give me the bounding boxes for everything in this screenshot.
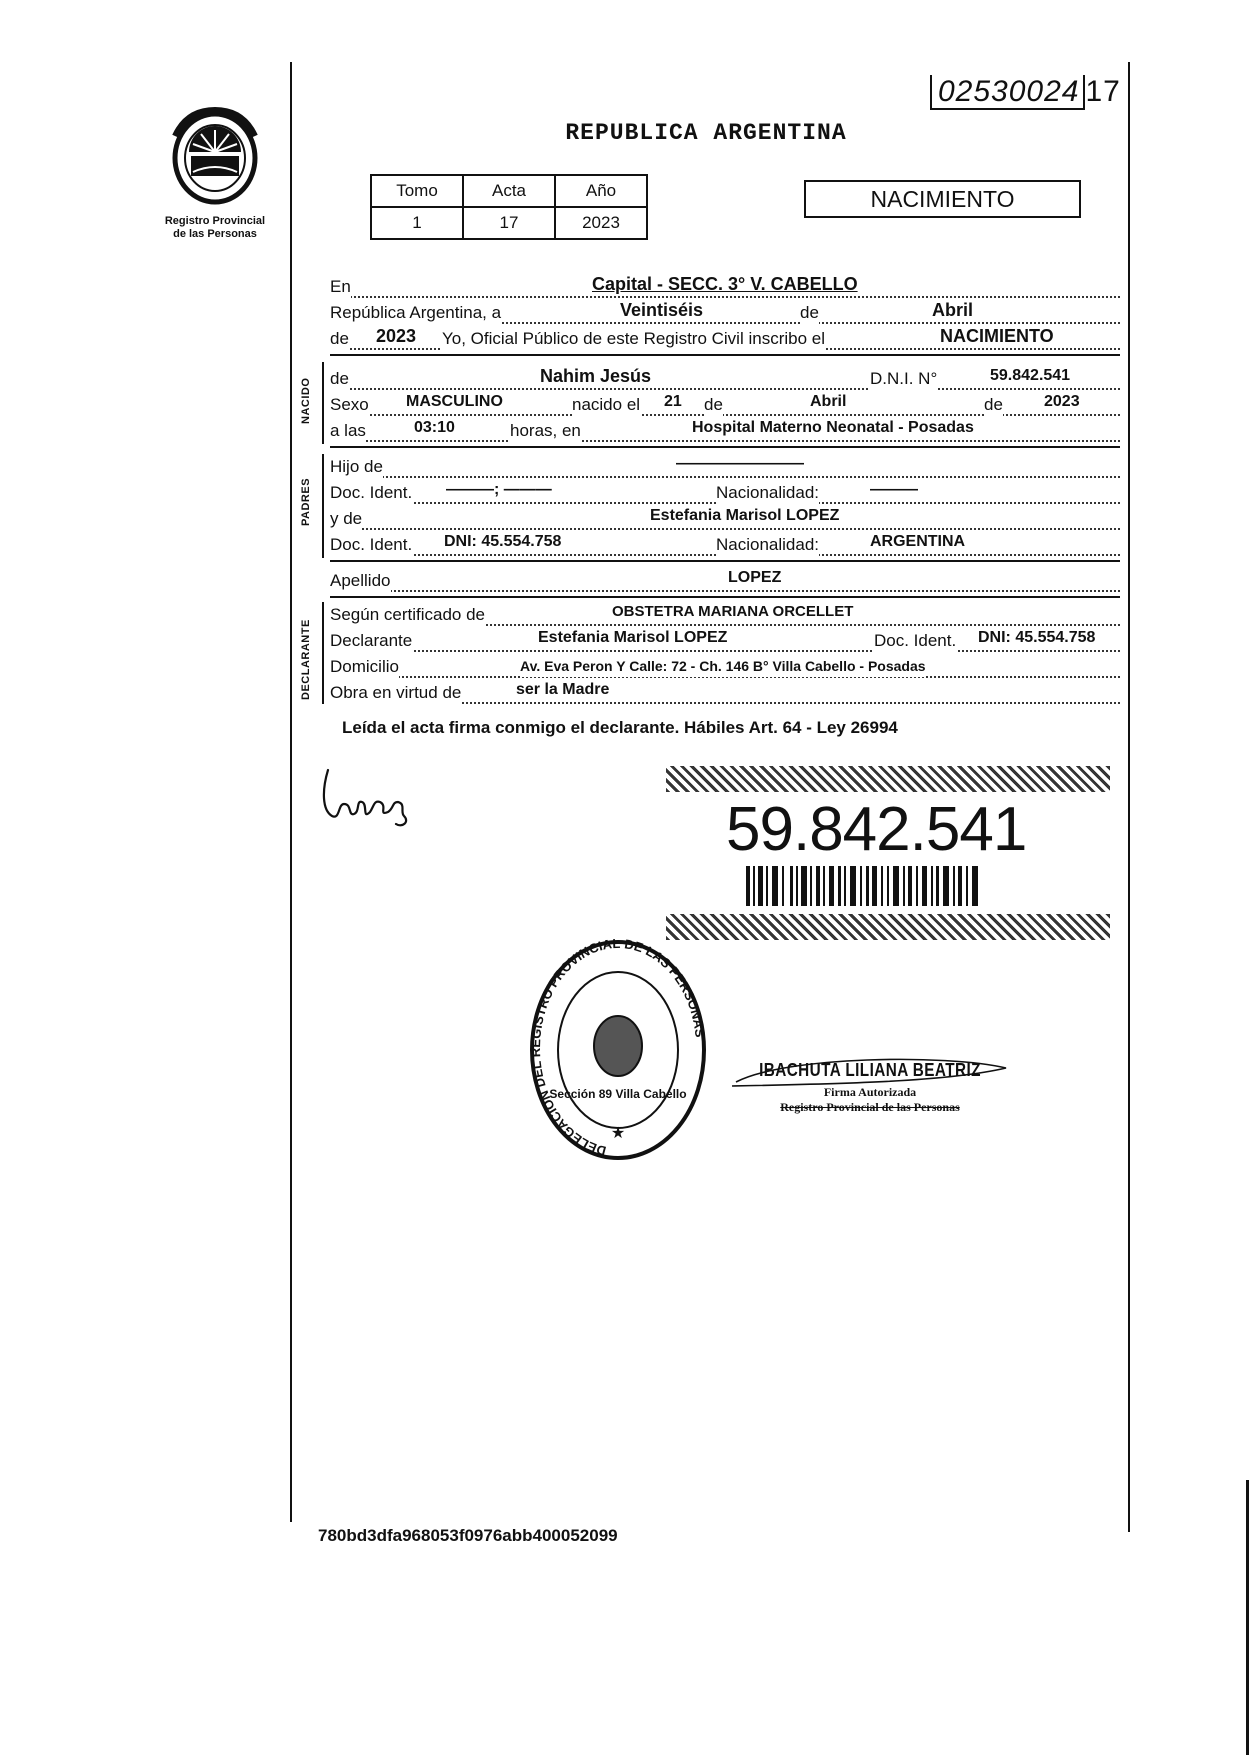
label-de: de (800, 303, 819, 322)
label-en: En (330, 277, 351, 296)
section-label-padres: PADRES (300, 477, 312, 526)
label-de-2: de (704, 395, 723, 414)
record-value-acta: 17 (463, 207, 555, 239)
row-domicilio (330, 656, 1120, 680)
record-header-anio: Año (555, 175, 647, 207)
label-certificado: Según certificado de (330, 605, 485, 624)
label-a-las: a las (330, 421, 366, 440)
label-sexo: Sexo (330, 395, 369, 414)
value-dia: Veintiséis (620, 300, 704, 320)
record-header-tomo: Tomo (371, 175, 463, 207)
legal-note: Leída el acta firma conmigo el declarante. Hábiles Art. 64 - Ley 26994 (342, 718, 898, 737)
row-obra (330, 682, 1120, 706)
section-separator (330, 560, 1120, 562)
value-obra: ser la Madre (516, 679, 609, 701)
row-declarante (330, 630, 1120, 654)
official-org: Registro Provincial de las Personas (780, 1100, 960, 1114)
value-apellido: LOPEZ (728, 567, 781, 589)
value-anio: 2023 (376, 326, 417, 346)
security-pattern-top (666, 766, 1110, 792)
id-number-block (666, 766, 1110, 946)
label-republica: República Argentina, a (330, 303, 502, 322)
row-anio (330, 328, 1120, 352)
value-anio-nac: 2023 (1044, 391, 1080, 413)
row-sexo (330, 394, 1120, 418)
value-madre-nombre: Estefania Marisol LOPEZ (650, 505, 839, 527)
row-hora (330, 420, 1120, 444)
value-madre-nac: ARGENTINA (870, 531, 965, 553)
registry-number-suffix: 17 (1085, 75, 1121, 108)
label-inscribo: Yo, Oficial Público de este Registro Civil inscribo el (442, 329, 825, 348)
value-dni: 59.842.541 (990, 365, 1070, 387)
label-declarante: Declarante (330, 631, 413, 650)
value-madre-doc: DNI: 45.554.758 (444, 531, 561, 553)
label-dni: D.N.I. N° (870, 369, 938, 388)
label-doc-ident-2: Doc. Ident. (330, 535, 413, 554)
row-padre-doc (330, 482, 1120, 506)
value-declarante: Estefania Marisol LOPEZ (538, 627, 727, 649)
official-role: Firma Autorizada (823, 1085, 917, 1099)
record-value-anio: 2023 (555, 207, 647, 239)
value-sexo: MASCULINO (406, 391, 503, 413)
label-nacionalidad-2: Nacionalidad: (716, 535, 820, 554)
label-hijo-de: Hijo de (330, 457, 383, 476)
official-signature (730, 1060, 1010, 1115)
right-margin-line (1128, 62, 1130, 1532)
seal-caption (150, 215, 280, 241)
label-de-nombre: de (330, 369, 349, 388)
seal-caption-line1: Registro Provincial (164, 215, 266, 227)
value-lugar-nac: Hospital Materno Neonatal - Posadas (692, 417, 974, 439)
label-horas-en: horas, en (510, 421, 581, 440)
row-lugar (330, 276, 1120, 300)
value-certificado: OBSTETRA MARIANA ORCELLET (612, 601, 853, 623)
row-hijo-de (330, 456, 1120, 480)
left-margin-line (290, 62, 292, 1522)
barcode (746, 866, 986, 906)
stamp-inner-text: Sección 89 Villa Cabello (549, 1087, 687, 1101)
label-apellido: Apellido (330, 571, 391, 590)
declarante-bracket (322, 602, 324, 704)
document-type-box: NACIMIENTO (804, 180, 1081, 218)
row-madre-doc (330, 534, 1120, 558)
document-title: REPUBLICA ARGENTINA (565, 120, 847, 146)
row-certificado (330, 604, 1120, 628)
registry-number (930, 76, 1121, 108)
value-nombre: Nahim Jesús (540, 366, 652, 386)
label-de-anio: de (330, 329, 349, 348)
value-padre-doc: ———; ——— (446, 479, 552, 501)
record-table (370, 174, 648, 240)
value-hora: 03:10 (414, 417, 455, 439)
nacido-bracket (322, 362, 324, 444)
stamp-ring-text: DELEGACION DEL REGISTRO PROVINCIAL DE LAS PERSONAS (528, 938, 708, 1159)
label-de-3: de (984, 395, 1003, 414)
value-declarante-doc: DNI: 45.554.758 (978, 627, 1095, 649)
section-separator (330, 596, 1120, 598)
row-nombre (330, 368, 1120, 392)
delegation-stamp (528, 938, 708, 1168)
section-separator (330, 354, 1120, 356)
value-dia-nac: 21 (664, 391, 682, 413)
section-separator (330, 446, 1120, 448)
registry-number-value: 02530024 (930, 75, 1085, 110)
value-mes: Abril (932, 300, 974, 320)
value-padre-nac: ——— (870, 479, 918, 501)
value-mes-nac: Abril (810, 391, 846, 413)
security-pattern-bottom (666, 914, 1110, 940)
declarant-signature (318, 760, 418, 830)
document-hash: 780bd3dfa968053f0976abb400052099 (318, 1526, 618, 1545)
label-nacido-el: nacido el (572, 395, 641, 414)
label-y-de: y de (330, 509, 363, 528)
row-fecha (330, 302, 1120, 326)
label-doc-ident-decl: Doc. Ident. (874, 631, 957, 650)
label-obra: Obra en virtud de (330, 683, 462, 702)
label-nacionalidad: Nacionalidad: (716, 483, 820, 502)
page-edge-line (1246, 1480, 1249, 1755)
value-domicilio: Av. Eva Peron Y Calle: 72 - Ch. 146 B° Villa Cabello - Posadas (520, 655, 926, 677)
record-value-tomo: 1 (371, 207, 463, 239)
label-doc-ident: Doc. Ident. (330, 483, 413, 502)
section-label-declarante: DECLARANTE (300, 619, 312, 700)
value-lugar: Capital - SECC. 3° V. CABELLO (592, 274, 858, 294)
value-tipo: NACIMIENTO (940, 326, 1054, 346)
value-padre-nombre: ———————— (676, 453, 804, 475)
seal-caption-line2: de las Personas (173, 228, 257, 240)
svg-text:★: ★ (610, 1125, 626, 1142)
id-number: 59.842.541 (726, 795, 1027, 864)
section-label-nacido: NACIDO (300, 377, 312, 424)
row-apellido (330, 570, 1120, 594)
padres-bracket (322, 454, 324, 558)
official-name: IBACHUTA LILIANA BEATRIZ (759, 1060, 981, 1080)
label-domicilio: Domicilio (330, 657, 399, 676)
row-y-de (330, 508, 1120, 532)
record-header-acta: Acta (463, 175, 555, 207)
